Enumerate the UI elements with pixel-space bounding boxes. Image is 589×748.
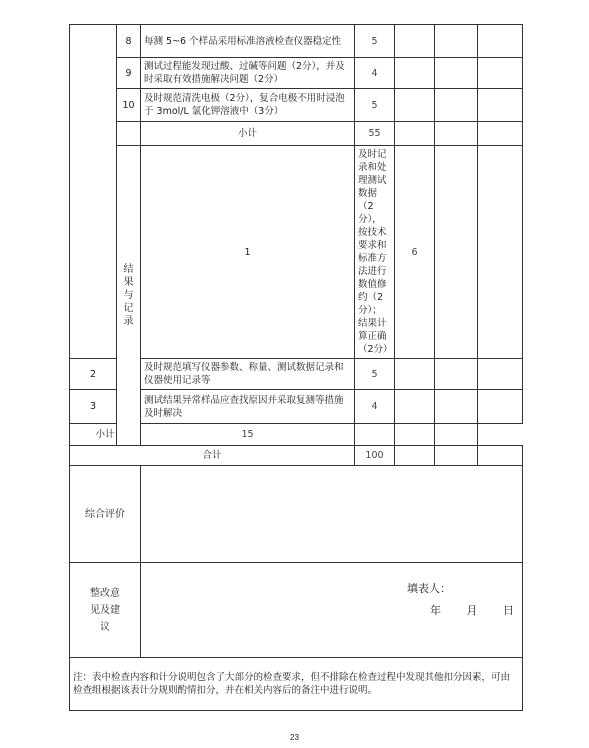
- empty-cell: [355, 424, 395, 446]
- empty-cell: [478, 25, 523, 58]
- table-row: [70, 146, 523, 359]
- total-label: 合计: [70, 446, 355, 466]
- total-score: 100: [355, 446, 395, 466]
- item-score: 4: [355, 58, 395, 89]
- subtotal-row: [70, 122, 523, 146]
- total-row: [70, 446, 523, 466]
- item-description: 测试过程能发现过酸、过碱等问题（2分），并及时采取有效措施解决问题（2分）: [141, 58, 355, 89]
- item-description: 及时记录和处理测试数据（2分），按技术要求和标准方法进行数值修约（2分）；结果计算正确（2分）: [355, 146, 395, 359]
- subtotal-label: 小计: [70, 424, 141, 446]
- date-year-label: 年: [430, 604, 441, 617]
- subtotal-score: 55: [355, 122, 395, 146]
- table-row: [70, 58, 523, 89]
- empty-cell: [395, 58, 435, 89]
- note-text: 注：表中检查内容和计分说明包含了大部分的检查要求，但不排除在检查过程中发现其他扣分因素，可由检查组根据该表计分规则酌情扣分，并在相关内容后的备注中进行说明。: [70, 658, 523, 711]
- evaluation-label: 综合评价: [70, 466, 141, 563]
- empty-cell: [478, 359, 523, 390]
- empty-cell: [395, 424, 435, 446]
- item-description: 每测 5~6 个样品采用标准溶液检查仪器稳定性: [141, 25, 355, 58]
- empty-cell: [478, 146, 523, 359]
- empty-cell: [478, 58, 523, 89]
- empty-cell: [395, 446, 435, 466]
- empty-cell: [478, 446, 523, 466]
- item-number: 8: [117, 25, 141, 58]
- item-score: 5: [355, 359, 395, 390]
- form-filler-label: 填表人：: [407, 582, 451, 595]
- empty-cell: [435, 390, 478, 424]
- empty-cell: [478, 390, 523, 424]
- evaluation-input-area[interactable]: [141, 466, 523, 563]
- suggestion-label: [70, 563, 141, 658]
- item-description: 测试结果异常样品应查找原因并采取复测等措施及时解决: [141, 390, 355, 424]
- subtotal-score: 15: [141, 424, 355, 446]
- suggestion-label-text: 整改意见及建议: [90, 587, 120, 633]
- empty-cell: [478, 89, 523, 122]
- page-number: 23: [290, 733, 299, 742]
- empty-cell: [395, 390, 435, 424]
- empty-cell: [435, 122, 478, 146]
- empty-cell: [435, 446, 478, 466]
- empty-cell: [117, 122, 141, 146]
- empty-cell: [395, 89, 435, 122]
- empty-cell: [435, 58, 478, 89]
- category-label: 结果与记录: [117, 146, 141, 446]
- subtotal-label: 小计: [141, 122, 355, 146]
- date-month-label: 月: [466, 604, 478, 617]
- item-score: 5: [355, 25, 395, 58]
- subtotal-row: [70, 424, 523, 446]
- item-number: 3: [70, 390, 117, 424]
- item-score: 5: [355, 89, 395, 122]
- empty-cell: [478, 122, 523, 146]
- item-description: 及时规范清洗电极（2分），复合电极不用时浸泡于 3mol/L 氯化钾溶液中（3分）: [141, 89, 355, 122]
- item-number: 10: [117, 89, 141, 122]
- empty-cell: [435, 424, 478, 446]
- empty-cell: [395, 25, 435, 58]
- date-day-label: 日: [503, 604, 514, 617]
- item-number: 9: [117, 58, 141, 89]
- empty-cell: [435, 146, 478, 359]
- empty-cell: [435, 359, 478, 390]
- note-row: [70, 658, 523, 711]
- category-cell-continued: [70, 25, 117, 359]
- empty-cell: [435, 89, 478, 122]
- table-row: [70, 25, 523, 58]
- item-number: 1: [141, 146, 355, 359]
- item-score: 4: [355, 390, 395, 424]
- item-number: 2: [70, 359, 117, 390]
- empty-cell: [395, 122, 435, 146]
- date-line: [430, 602, 536, 618]
- item-description: 及时规范填写仪器参数、称量、测试数据记录和仪器使用记录等: [141, 359, 355, 390]
- item-score: 6: [395, 146, 435, 359]
- empty-cell: [395, 359, 435, 390]
- empty-cell: [435, 25, 478, 58]
- table-row: [70, 89, 523, 122]
- evaluation-row: [70, 466, 523, 563]
